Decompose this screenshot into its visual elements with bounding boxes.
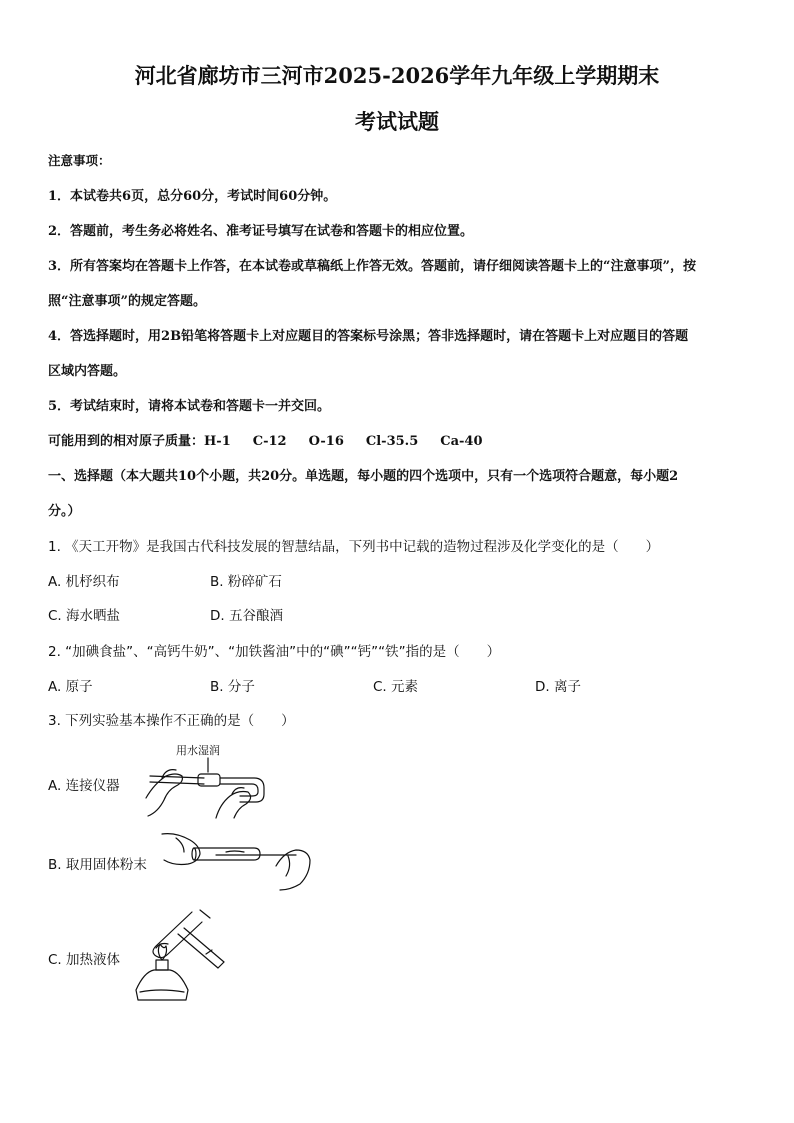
- question-2-option-b: B. 分子: [210, 679, 255, 695]
- question-2-option-c: C. 元素: [373, 679, 419, 695]
- atomic-mass-ca: Ca-40: [440, 434, 483, 449]
- question-1-option-c: C. 海水晒盐: [48, 608, 121, 624]
- question-1-option-d: D. 五谷酿酒: [210, 608, 283, 624]
- section-heading: 一、选择题（本大题共10个小题，共20分。单选题，每小题的四个选项中，只有一个选项符合题意，每小题2: [48, 469, 679, 484]
- atomic-mass-line: [48, 430, 483, 449]
- atomic-mass-h: H-1: [204, 434, 231, 449]
- question-3-stem: 3. 下列实验基本操作不正确的是（ ）: [48, 713, 295, 729]
- atomic-mass-o: O-16: [308, 434, 344, 449]
- notice-item-4: 4．答选择题时，用2B铅笔将答题卡上对应题目的答案标号涂黑；答非选择题时，请在答题卡上对应题目的答题: [48, 329, 689, 344]
- question-2-option-d: D. 离子: [535, 679, 581, 695]
- notice-item-3-cont: 照“注意事项”的规定答题。: [48, 294, 206, 309]
- question-3-option-b: B. 取用固体粉末: [48, 857, 147, 873]
- question-1-stem: 1. 《天工开物》是我国古代科技发展的智慧结晶，下列书中记载的造物过程涉及化学变化的是（ ）: [48, 539, 660, 555]
- page-title-line1: 河北省廊坊市三河市2025-2026学年九年级上学期期末: [134, 63, 660, 88]
- question-3-option-a: A. 连接仪器: [48, 778, 120, 794]
- question-3-option-c: C. 加热液体: [48, 952, 121, 968]
- notice-item-1: 1．本试卷共6页，总分60分，考试时间60分钟。: [48, 189, 337, 204]
- heating-liquid-icon: [126, 904, 238, 1008]
- atomic-mass-cl: Cl-35.5: [365, 434, 419, 449]
- notice-item-4-cont: 区域内答题。: [48, 364, 127, 379]
- powder-sampling-icon: [156, 826, 314, 894]
- question-2-stem: 2. “加碘食盐”、“高钙牛奶”、“加铁酱油”中的“碘”“钙”“铁”指的是（ ）: [48, 644, 501, 660]
- section-heading-cont: 分。）: [48, 504, 81, 519]
- question-1-option-a: A. 机杼织布: [48, 574, 120, 590]
- atomic-mass-label: 可能用到的相对原子质量：: [48, 434, 205, 449]
- notice-item-2: 2．答题前，考生务必将姓名、准考证号填写在试卷和答题卡的相应位置。: [48, 224, 474, 239]
- notice-item-3: 3．所有答案均在答题卡上作答，在本试卷或草稿纸上作答无效。答题前，请仔细阅读答题卡上的“注意事项”，按: [48, 259, 697, 274]
- question-2-option-a: A. 原子: [48, 679, 93, 695]
- notice-item-5: 5．考试结束时，请将本试卷和答题卡一并交回。: [48, 399, 331, 414]
- notice-heading: 注意事项：: [48, 153, 111, 168]
- page-title-line2: 考试试题: [355, 109, 439, 134]
- atomic-mass-c: C-12: [252, 434, 287, 449]
- question-1-option-b: B. 粉碎矿石: [210, 574, 282, 590]
- figure-label-water: 用水湿润: [176, 744, 220, 757]
- connect-apparatus-icon: [136, 738, 276, 820]
